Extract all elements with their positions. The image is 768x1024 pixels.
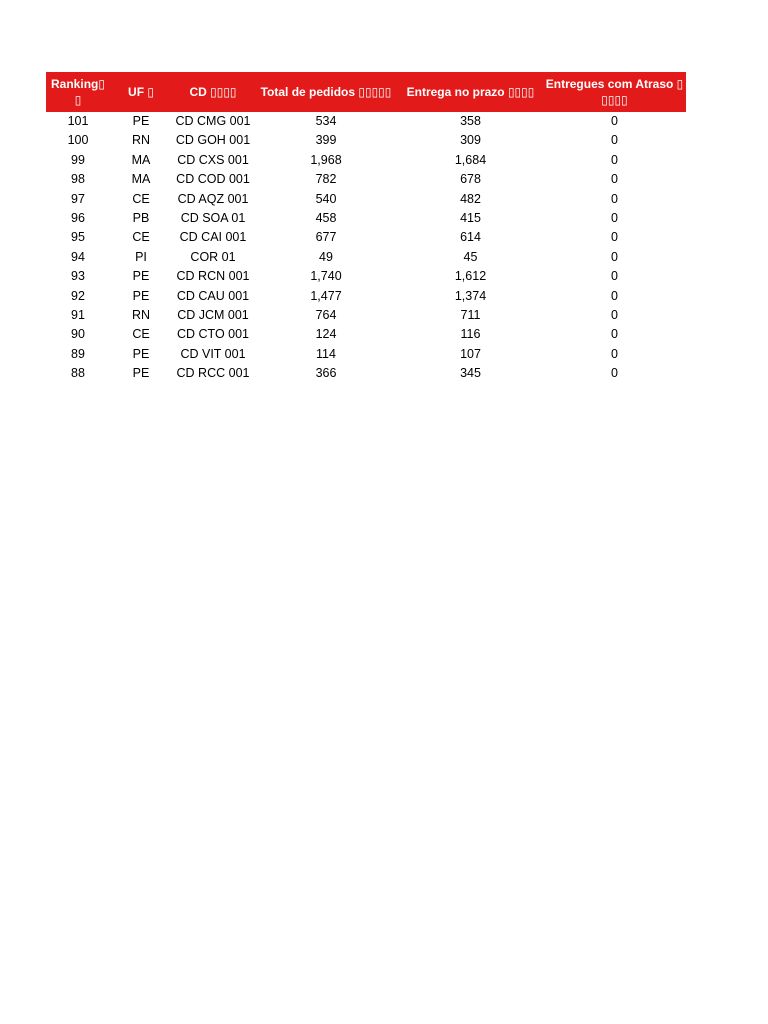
cell-entregues-com-atraso: 0 <box>611 133 618 148</box>
cell-uf: PE <box>132 269 150 284</box>
cell-total-pedidos: 114 <box>316 346 336 361</box>
cell-cd: CD CTO 001 <box>176 327 249 342</box>
cell-entrega-no-prazo: 116 <box>460 327 481 342</box>
cell-entrega-no-prazo: 482 <box>460 191 481 206</box>
cell-cd: CD JCM 001 <box>177 308 249 323</box>
table-header <box>46 72 686 112</box>
cell-entrega-no-prazo: 45 <box>463 249 478 264</box>
table-row <box>46 151 686 170</box>
column-header-entrega-no-prazo: Entrega no prazo ▯▯▯▯ <box>398 72 543 112</box>
column-header-entregues-com-atraso: Entregues com Atraso ▯ ▯▯▯▯ <box>543 72 686 112</box>
table-row <box>46 287 686 306</box>
cell-entrega-no-prazo: 309 <box>460 133 481 148</box>
table-row <box>46 209 686 228</box>
table-row <box>46 112 686 131</box>
cell-entrega-no-prazo: 345 <box>460 366 481 381</box>
cell-total-pedidos: 782 <box>315 172 337 187</box>
cell-ranking: 89 <box>71 346 85 361</box>
cell-uf: PE <box>132 366 150 381</box>
cell-uf: PE <box>132 346 150 361</box>
cell-uf: RN <box>131 308 151 323</box>
cell-entregues-com-atraso: 0 <box>611 172 618 187</box>
table-row <box>46 190 686 209</box>
cell-entrega-no-prazo: 1,684 <box>454 152 487 167</box>
cell-cd: CD RCN 001 <box>176 269 250 284</box>
cell-entregues-com-atraso: 0 <box>611 152 618 167</box>
cell-cd: CD SOA 01 <box>180 211 246 226</box>
cell-total-pedidos: 1,740 <box>310 269 342 284</box>
cell-ranking: 91 <box>71 308 85 323</box>
table-row <box>46 170 686 189</box>
cell-entregues-com-atraso: 0 <box>611 346 618 361</box>
table-row <box>46 306 686 325</box>
cell-cd: CD COD 001 <box>176 172 250 187</box>
cell-uf: PE <box>132 114 150 128</box>
table-row <box>46 267 686 286</box>
cell-uf: MA <box>131 172 151 187</box>
cell-entrega-no-prazo: 1,612 <box>454 269 487 284</box>
cell-entregues-com-atraso: 0 <box>611 230 618 245</box>
cell-entregues-com-atraso: 0 <box>611 211 618 226</box>
cell-total-pedidos: 540 <box>315 191 337 206</box>
cell-entregues-com-atraso: 0 <box>611 288 618 303</box>
cell-total-pedidos: 1,477 <box>310 288 342 303</box>
cell-cd: CD CXS 001 <box>177 152 249 167</box>
cell-total-pedidos: 124 <box>315 327 337 342</box>
cell-ranking: 96 <box>71 211 85 226</box>
cell-ranking: 94 <box>71 249 85 264</box>
cell-uf: RN <box>131 133 151 148</box>
table-row <box>46 248 686 267</box>
table-row <box>46 364 686 383</box>
table-row <box>46 131 686 150</box>
column-header-ranking: Ranking▯ ▯ <box>46 72 110 112</box>
cell-cd: COR 01 <box>190 249 236 264</box>
cell-entregues-com-atraso: 0 <box>611 308 618 323</box>
header-row <box>46 72 686 112</box>
column-header-total-pedidos: Total de pedidos ▯▯▯▯▯ <box>254 72 398 112</box>
cell-uf: CE <box>132 191 150 206</box>
cell-cd: CD RCC 001 <box>176 366 250 381</box>
cell-uf: CE <box>132 327 150 342</box>
cell-uf: PE <box>132 288 150 303</box>
column-header-cd: CD ▯▯▯▯ <box>172 72 254 112</box>
column-header-uf: UF ▯ <box>110 72 172 112</box>
cell-ranking: 92 <box>71 288 85 303</box>
cell-entregues-com-atraso: 0 <box>611 366 618 381</box>
cell-ranking: 95 <box>71 230 85 245</box>
cell-total-pedidos: 399 <box>315 133 337 148</box>
spreadsheet-area <box>46 72 686 384</box>
cell-entrega-no-prazo: 1,374 <box>454 288 487 303</box>
cell-uf: CE <box>132 230 150 245</box>
cell-entrega-no-prazo: 678 <box>460 172 481 187</box>
cell-entregues-com-atraso: 0 <box>611 249 618 264</box>
cell-total-pedidos: 458 <box>315 211 337 226</box>
cell-entrega-no-prazo: 358 <box>460 114 481 128</box>
cell-total-pedidos: 764 <box>315 308 337 323</box>
table-row <box>46 345 686 364</box>
cell-entregues-com-atraso: 0 <box>611 327 618 342</box>
cell-ranking: 88 <box>71 366 85 381</box>
cell-ranking: 97 <box>71 191 85 206</box>
cell-cd: CD CAU 001 <box>176 288 250 303</box>
cell-uf: MA <box>131 152 151 167</box>
cell-entregues-com-atraso: 0 <box>611 269 618 284</box>
cell-entrega-no-prazo: 107 <box>460 346 481 361</box>
cell-total-pedidos: 534 <box>315 114 337 128</box>
cell-entrega-no-prazo: 415 <box>460 211 481 226</box>
cell-ranking: 90 <box>71 327 85 342</box>
cell-entregues-com-atraso: 0 <box>611 114 618 128</box>
cell-total-pedidos: 49 <box>319 249 333 264</box>
cell-cd: CD GOH 001 <box>175 133 251 148</box>
table-row <box>46 228 686 247</box>
cell-uf: PB <box>132 211 150 226</box>
cell-entregues-com-atraso: 0 <box>611 191 618 206</box>
cell-cd: CD AQZ 001 <box>177 191 249 206</box>
cell-uf: PI <box>135 249 147 264</box>
cell-entrega-no-prazo: 614 <box>460 230 481 245</box>
cell-ranking: 99 <box>71 152 85 167</box>
cell-ranking: 101 <box>67 114 89 128</box>
cell-total-pedidos: 677 <box>315 230 337 245</box>
delivery-ranking-table <box>46 72 686 384</box>
cell-ranking: 93 <box>71 269 85 284</box>
cell-cd: CD CMG 001 <box>175 114 251 128</box>
cell-entrega-no-prazo: 711 <box>460 308 481 323</box>
cell-total-pedidos: 1,968 <box>310 152 342 167</box>
cell-ranking: 100 <box>67 133 89 148</box>
table-body <box>46 112 686 384</box>
cell-cd: CD VIT 001 <box>180 346 246 361</box>
table-row <box>46 325 686 344</box>
cell-total-pedidos: 366 <box>315 366 337 381</box>
cell-cd: CD CAI 001 <box>179 230 247 245</box>
cell-ranking: 98 <box>71 172 85 187</box>
